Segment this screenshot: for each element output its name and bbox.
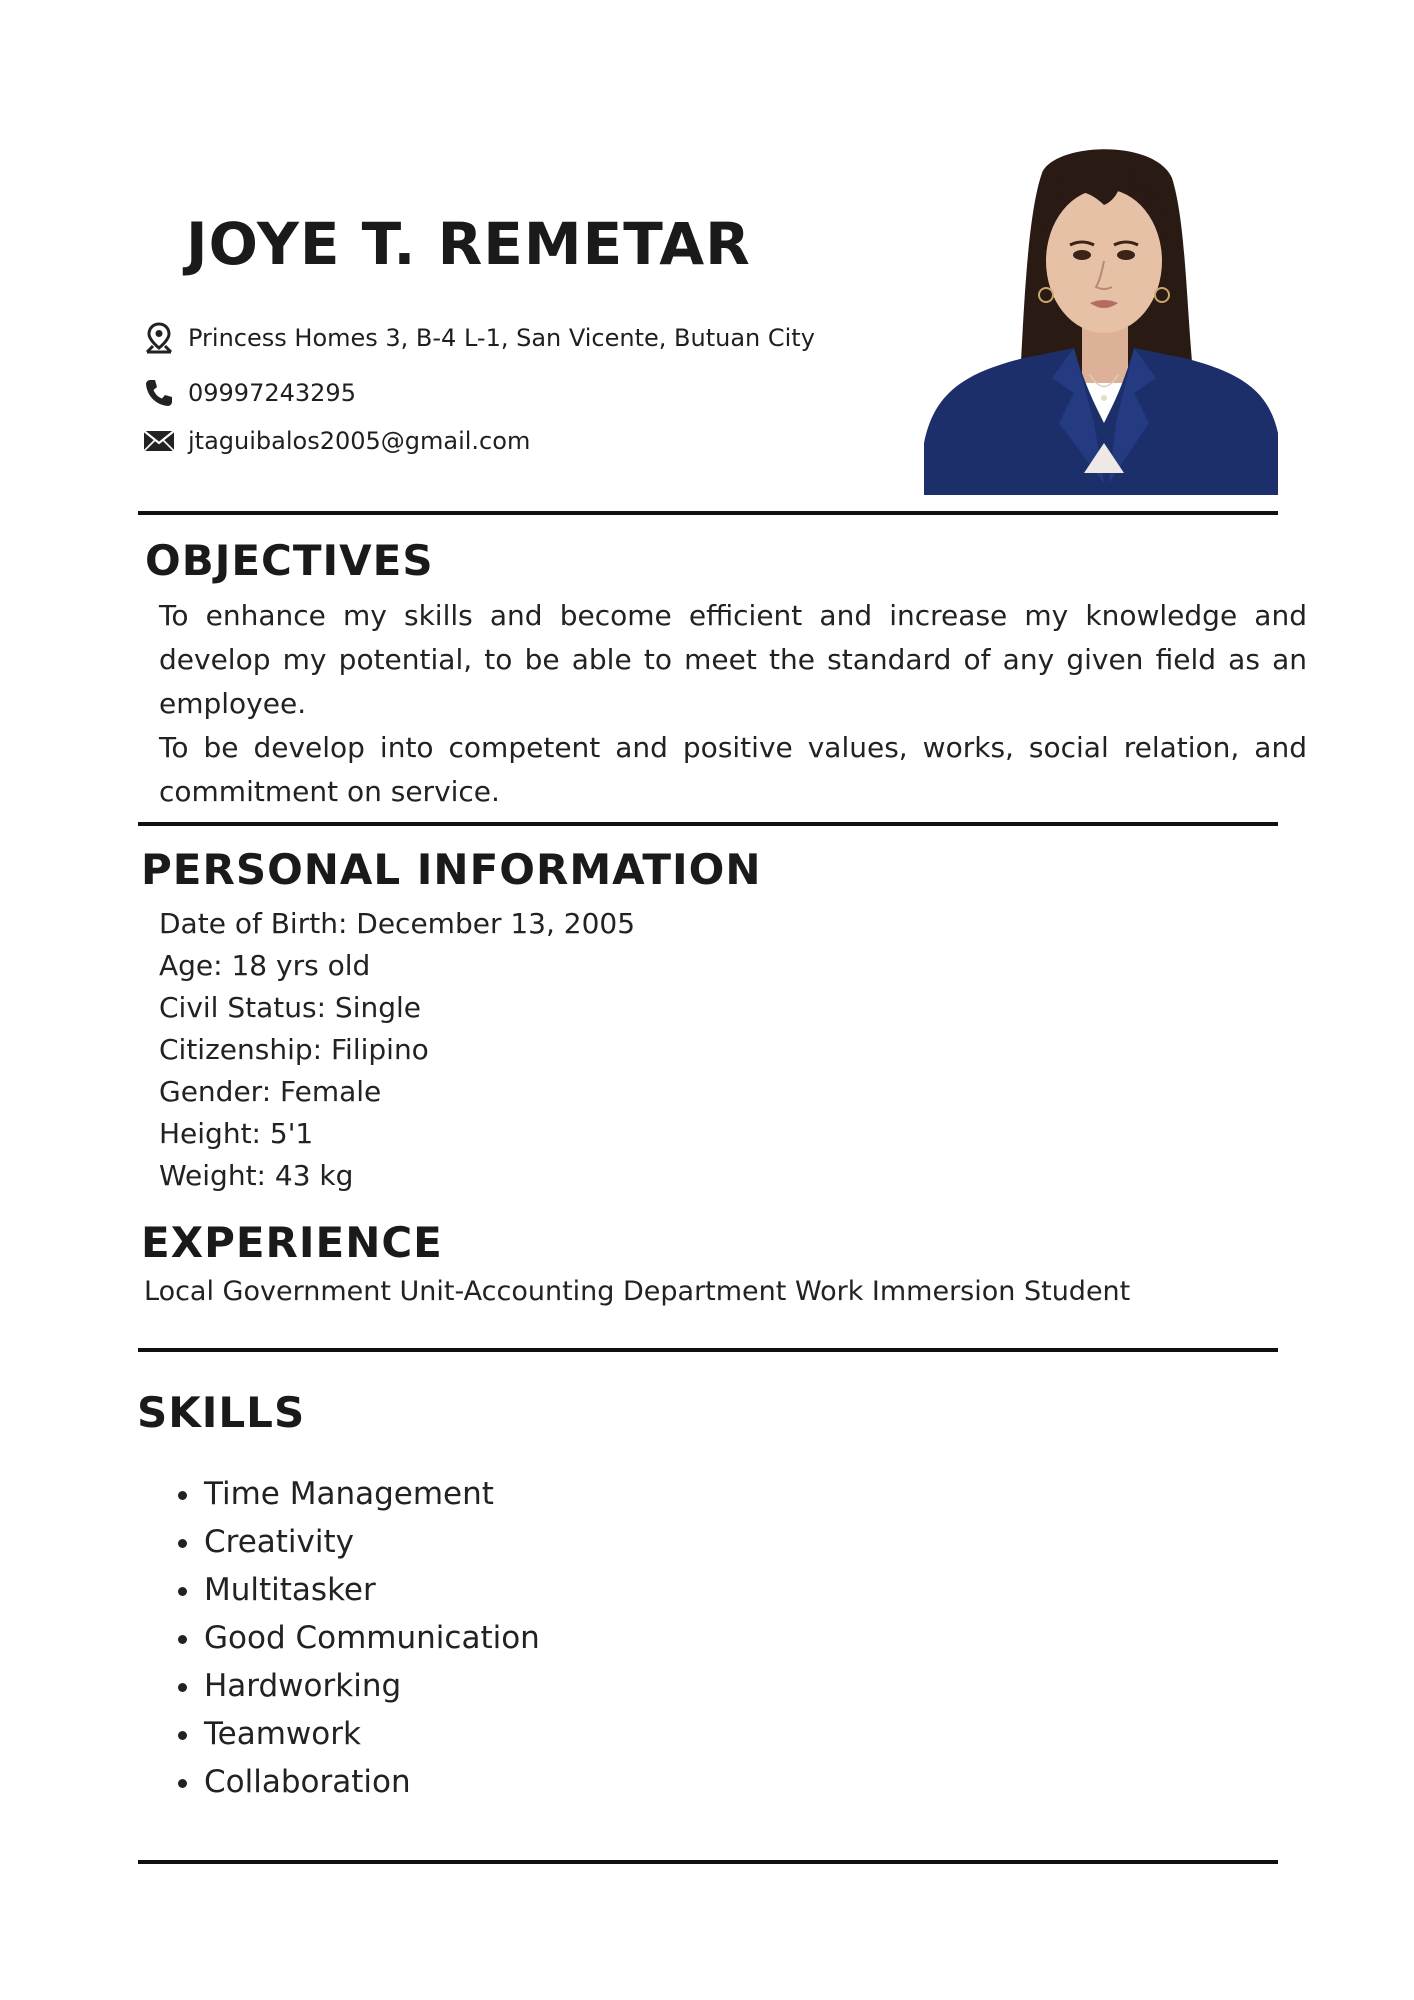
experience-text: Local Government Unit-Accounting Department Work Immersion Student [144,1276,1131,1307]
phone-icon [142,376,176,410]
profile-photo [924,143,1278,495]
skill-item: Teamwork [176,1710,540,1758]
envelope-icon [142,424,176,458]
contact-phone [142,373,356,413]
skills-heading: SKILLS [137,1388,306,1437]
skill-item: Creativity [176,1518,540,1566]
info-gender: Gender: Female [159,1075,382,1108]
skill-item: Good Communication [176,1614,540,1662]
divider-footer [138,1860,1278,1864]
info-date-of-birth: Date of Birth: December 13, 2005 [159,907,636,940]
email-text: jtaguibalos2005@gmail.com [188,427,531,455]
address-text: Princess Homes 3, B-4 L-1, San Vicente, Butuan City [188,324,815,352]
contact-address [142,318,815,358]
objectives-heading: OBJECTIVES [145,536,434,585]
contact-email [142,421,530,461]
info-height: Height: 5'1 [159,1117,314,1150]
divider-experience [138,1348,1278,1352]
applicant-name: JOYE T. REMETAR [186,210,751,278]
skills-list [176,1470,540,1806]
experience-heading: EXPERIENCE [141,1218,443,1267]
personal-info-heading: PERSONAL INFORMATION [141,845,762,894]
personal-info-list [159,903,635,1197]
info-civil-status: Civil Status: Single [159,991,421,1024]
info-weight: Weight: 43 kg [159,1159,354,1192]
location-pin-icon [142,321,176,355]
skill-item: Collaboration [176,1758,540,1806]
info-citizenship: Citizenship: Filipino [159,1033,429,1066]
objective-paragraph: To be develop into competent and positive values, works, social relation, and commitment on service. [159,731,1307,808]
phone-text: 09997243295 [188,379,356,407]
objectives-body [159,594,1307,814]
divider-header [138,511,1278,515]
skill-item: Multitasker [176,1566,540,1614]
info-age: Age: 18 yrs old [159,949,371,982]
skill-item: Time Management [176,1470,540,1518]
skill-item: Hardworking [176,1662,540,1710]
objective-paragraph: To enhance my skills and become efficient and increase my knowledge and develop my potential, to be able to meet the standard of any given field as an employee. [159,599,1307,720]
divider-objectives [138,822,1278,826]
